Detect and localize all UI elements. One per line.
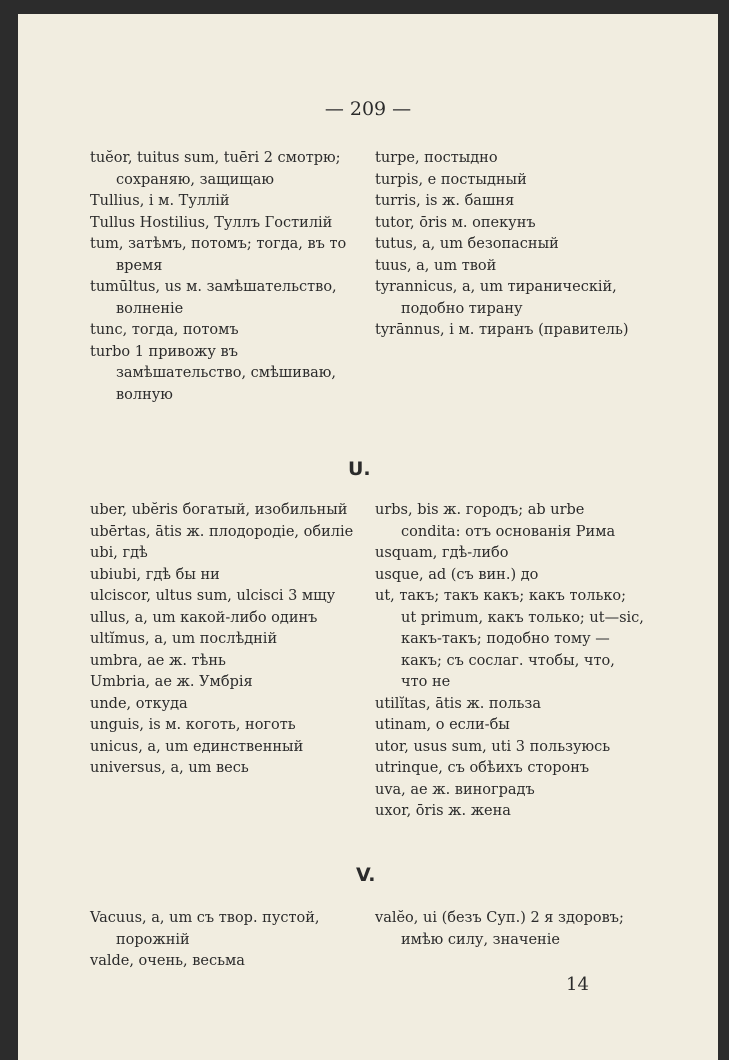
section-heading-v: V. — [356, 864, 376, 886]
dictionary-entry: tutor, ōris м. опекунъ — [375, 214, 536, 231]
dictionary-entry: turbo 1 привожу въ замѣшательство, смѣшиваю, волную — [90, 343, 336, 403]
dictionary-entry: Tullius, i м. Туллій — [90, 193, 230, 209]
dictionary-entry: tutus, a, um безопасный — [375, 236, 559, 252]
dictionary-entry: turris, is ж. башня — [375, 193, 515, 209]
dictionary-entry: uber, ubĕris богатый, изобильный — [90, 502, 348, 518]
dictionary-entry: ultĭmus, a, um послѣдній — [90, 631, 278, 647]
dictionary-entry: umbra, ae ж. тѣнь — [90, 652, 226, 669]
footer-number: 14 — [566, 974, 589, 995]
dictionary-entry: urbs, bis ж. городъ; ab urbe condita: отъ основанія Рима — [375, 502, 616, 540]
dictionary-entry: usquam, гдѣ-либо — [375, 545, 509, 561]
v-right-column — [375, 908, 645, 951]
dictionary-entry: valĕo, ui (безъ Суп.) 2 я здоровъ; имѣю силу, значеніе — [375, 910, 624, 948]
dictionary-entry: ulciscor, ultus sum, ulcisci 3 мщу — [90, 588, 336, 604]
dictionary-entry: utilĭtas, ātis ж. польза — [375, 695, 541, 712]
u-right-column — [375, 500, 645, 823]
dictionary-entry: Umbria, ae ж. Умбрія — [90, 674, 253, 690]
dictionary-entry: unguis, is м. коготь, ноготь — [90, 717, 296, 733]
dictionary-entry: ubiubi, гдѣ бы ни — [90, 566, 220, 583]
dictionary-entry: Vacuus, a, um съ твор. пустой, порожній — [90, 910, 320, 948]
dictionary-entry: uva, ae ж. виноградъ — [375, 781, 535, 798]
dictionary-entry: unde, откуда — [90, 695, 188, 712]
dictionary-entry: unicus, a, um единственный — [90, 738, 304, 755]
section-heading-u: U. — [348, 458, 371, 480]
t-left-column — [90, 148, 358, 406]
dictionary-entry: uxor, ōris ж. жена — [375, 803, 511, 819]
dictionary-entry: tyrānnus, i м. тиранъ (правитель) — [375, 322, 629, 338]
dictionary-entry: universus, a, um весь — [90, 760, 249, 776]
dictionary-entry: tuĕor, tuitus sum, tuēri 2 смотрю; сохраняю, защищаю — [90, 150, 341, 188]
dictionary-entry: tum, затѣмъ, потомъ; тогда, въ то время — [90, 236, 347, 274]
v-left-column — [90, 908, 358, 973]
book-page — [18, 14, 718, 1060]
u-left-column — [90, 500, 358, 780]
t-right-column — [375, 148, 645, 342]
dictionary-entry: tumūltus, us м. замѣшательство, волненіе — [90, 279, 337, 317]
dictionary-entry: Tullus Hostilius, Туллъ Гостилій — [90, 214, 333, 231]
dictionary-entry: usque, ad (съ вин.) до — [375, 566, 539, 583]
dictionary-entry: utrinque, съ обѣихъ сторонъ — [375, 760, 590, 776]
dictionary-entry: utinam, о если-бы — [375, 717, 510, 733]
dictionary-entry: tuus, a, um твой — [375, 257, 497, 274]
dictionary-entry: ullus, a, um какой-либо одинъ — [90, 609, 318, 626]
page-number: — 209 — — [324, 98, 412, 120]
dictionary-entry: turpis, e постыдный — [375, 171, 527, 188]
dictionary-entry: ubērtas, ātis ж. плодородіе, обиліе — [90, 523, 354, 540]
dictionary-entry: valde, очень, весьма — [90, 953, 245, 969]
dictionary-entry: tunc, тогда, потомъ — [90, 322, 239, 338]
dictionary-entry: ut, такъ; такъ какъ; какъ только; ut primum, какъ только; ut—sic, какъ-такъ; подобно тому — какъ; съ сослаг. чтобы, что, что не — [375, 588, 644, 690]
dictionary-entry: ubi, гдѣ — [90, 545, 148, 561]
dictionary-entry: turpe, постыдно — [375, 150, 498, 166]
dictionary-entry: tyrannicus, a, um тираническій, подобно тирану — [375, 279, 617, 317]
dictionary-entry: utor, usus sum, uti 3 пользуюсь — [375, 738, 611, 755]
